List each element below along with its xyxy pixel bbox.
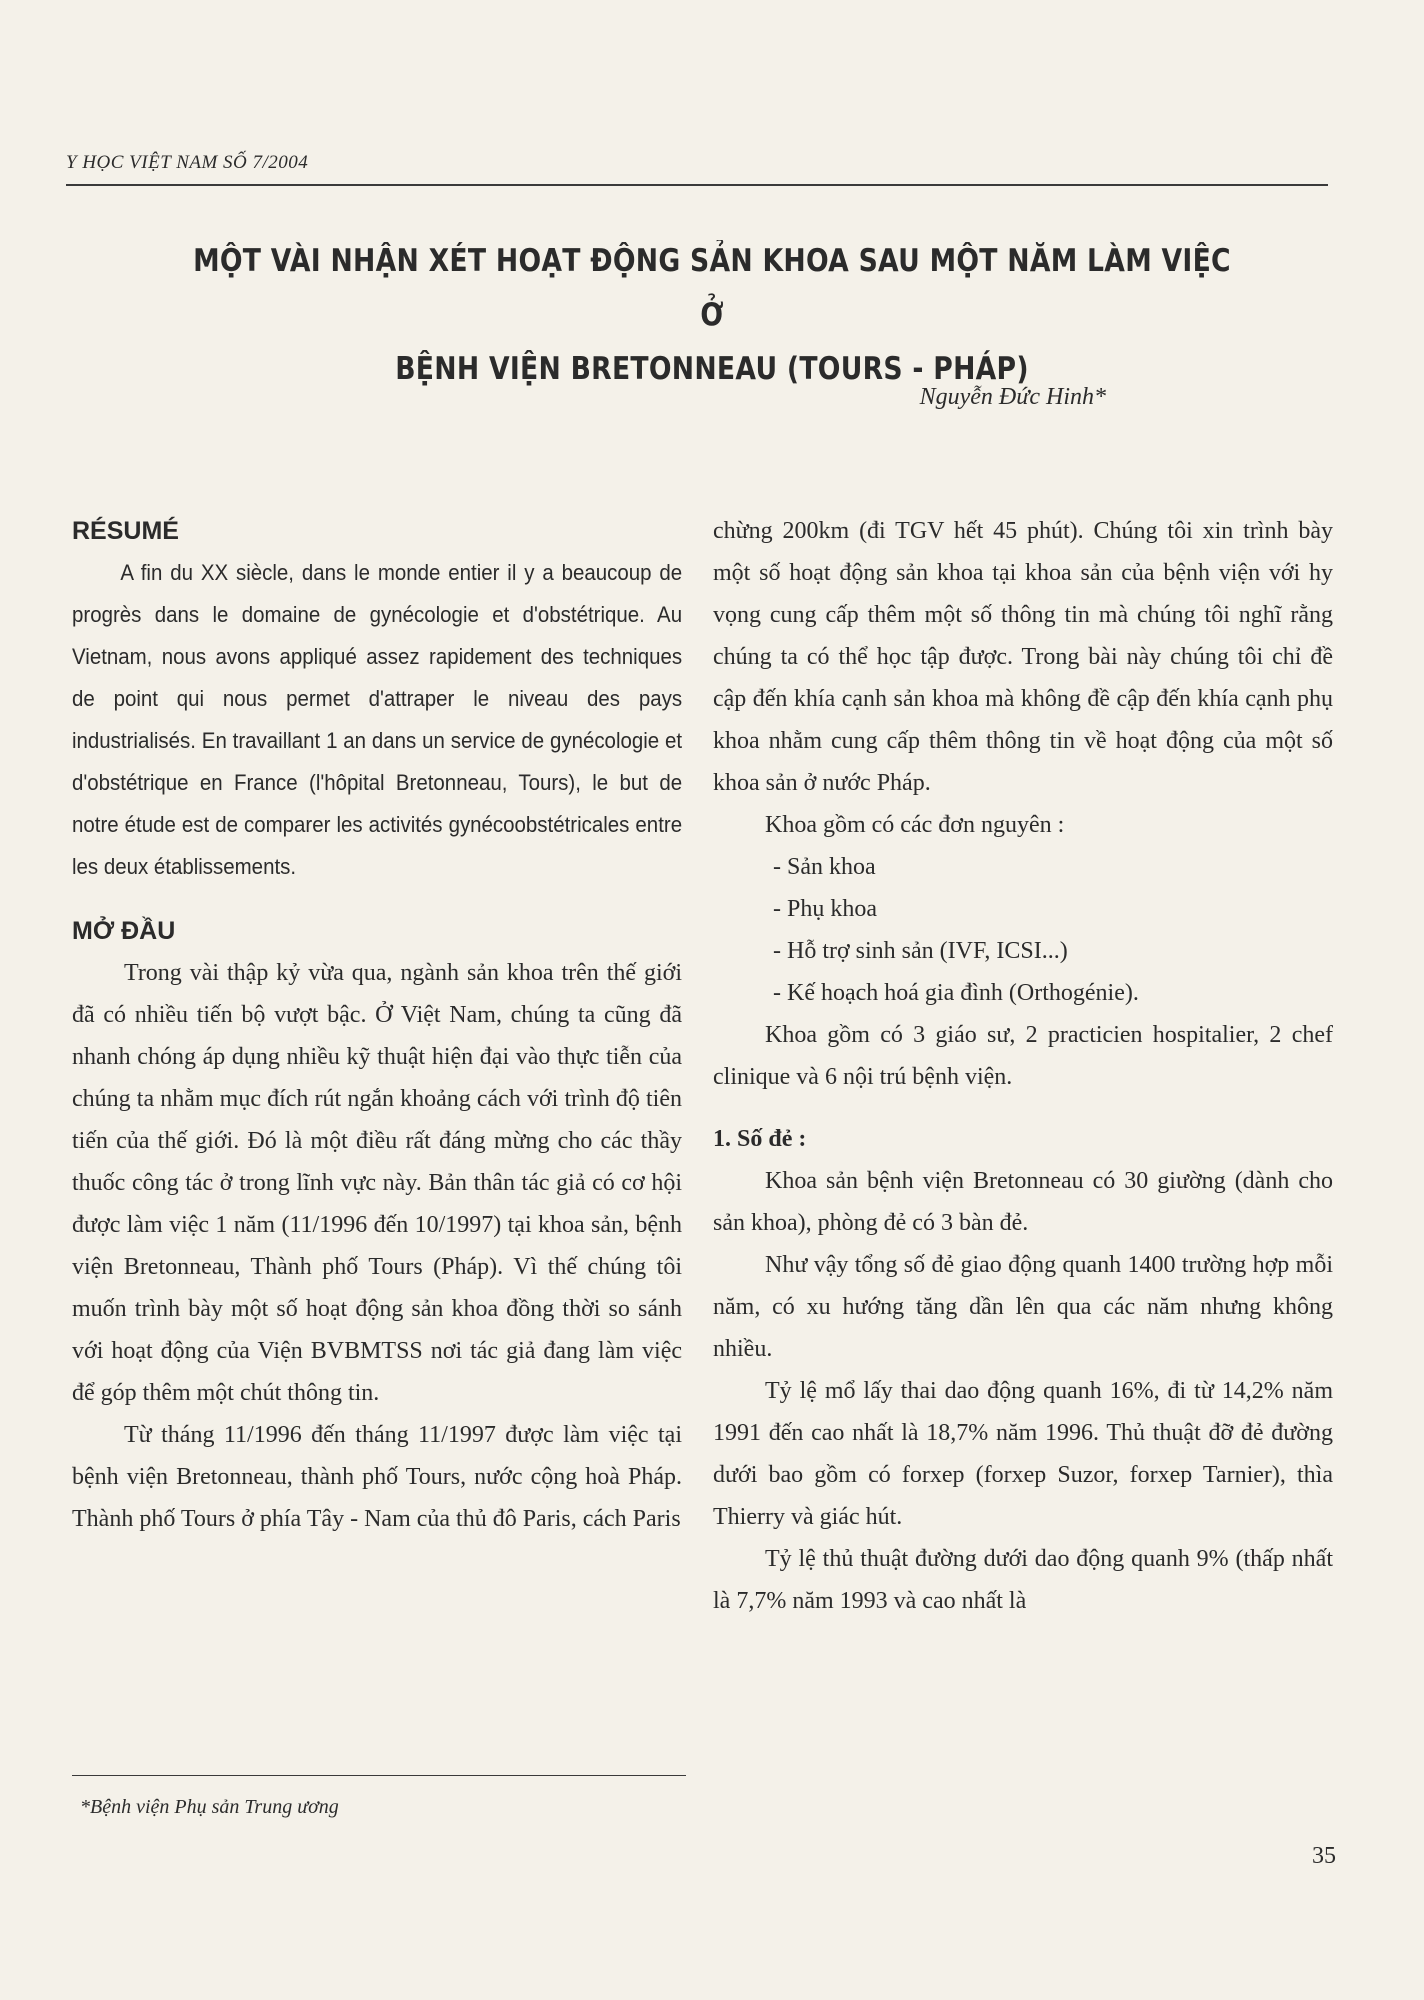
journal-header: Y HỌC VIỆT NAM SỐ 7/2004 [66, 152, 309, 173]
resume-heading: RÉSUMÉ [72, 517, 179, 545]
intro-paragraph-1: Trong vài thập kỷ vừa qua, ngành sản khoa trên thế giới đã có nhiều tiến bộ vượt bậc. Ở Việt Nam, chúng ta cũng đã nhanh chóng áp dụng nhiều kỹ thuật hiện đại vào thực tiễn của chúng ta nhằm mục đích rút ngắn khoảng cách với trình độ tiên tiến của thế giới. Đó là một điều rất đáng mừng cho các thầy thuốc công tác ở trong lĩnh vực này. Bản thân tác giả có cơ hội được làm việc 1 năm (11/1996 đến 10/1997) tại khoa sản, bệnh viện Bretonneau, Thành phố Tours (Pháp). Vì thế chúng tôi muốn trình bày một số hoạt động sản khoa đồng thời so sánh với hoạt động của Viện BVBMTSS nơi tác giả đang làm việc để góp thêm một chút thông tin. [72, 960, 682, 1406]
section-1-paragraph-4: Tỷ lệ thủ thuật đường dưới dao động quanh 9% (thấp nhất là 7,7% năm 1993 và cao nhất là [713, 1546, 1333, 1614]
article-title [186, 234, 1239, 396]
section-1-paragraph-3: Tỷ lệ mổ lấy thai dao động quanh 16%, đi từ 14,2% năm 1991 đến cao nhất là 18,7% năm 1996. Thủ thuật đỡ đẻ đường dưới bao gồm có forxep (forxep Suzor, forxep Tarnier), thìa Thierry và giác hút. [713, 1378, 1333, 1530]
section-1-paragraph-2: Như vậy tổng số đẻ giao động quanh 1400 trường hợp mỗi năm, có xu hướng tăng dần lên qua các năm nhưng không nhiều. [713, 1252, 1333, 1362]
section-1-paragraph-1: Khoa sản bệnh viện Bretonneau có 30 giường (dành cho sản khoa), phòng đẻ có 3 bàn đẻ. [713, 1168, 1333, 1236]
right-column [713, 510, 1333, 1622]
left-column [72, 510, 682, 1540]
title-line-1: MỘT VÀI NHẬN XÉT HOẠT ĐỘNG SẢN KHOA SAU MỘT NĂM LÀM VIỆC Ở [193, 243, 1231, 333]
unit-item: - Phụ khoa [773, 896, 877, 922]
footnote-rule [72, 1775, 686, 1776]
author-name: Nguyễn Đức Hinh* [919, 384, 1106, 410]
title-line-2: BỆNH VIỆN BRETONNEAU (TOURS - PHÁP) [395, 351, 1029, 387]
unit-item: - Kế hoạch hoá gia đình (Orthogénie). [773, 980, 1139, 1006]
section-1-heading: 1. Số đẻ : [713, 1126, 807, 1152]
footnote: *Bệnh viện Phụ sản Trung ương [80, 1796, 339, 1818]
right-paragraph-1: chừng 200km (đi TGV hết 45 phút). Chúng tôi xin trình bày một số hoạt động sản khoa tại khoa sản của bệnh viện với hy vọng cung cấp thêm một số thông tin mà chúng tôi nghĩ rằng chúng ta có thể học tập được. Trong bài này chúng tôi chỉ đề cập đến khía cạnh sản khoa mà không đề cập đến khía cạnh phụ khoa nhằm cung cấp thêm thông tin về hoạt động của một số khoa sản ở nước Pháp. [713, 518, 1333, 796]
resume-text: A fin du XX siècle, dans le monde entier il y a beaucoup de progrès dans le domaine de gynécologie et d'obstétrique. Au Vietnam, nous avons appliqué assez rapidement des techniques de point qui nous permet d'attraper le niveau des pays industrialisés. En travaillant 1 an dans un service de gynécologie et d'obstétrique en France (l'hôpital Bretonneau, Tours), le but de notre étude est de comparer les activités gynécoobstétricales entre les deux établissements. [72, 560, 683, 879]
unit-item: - Sản khoa [773, 854, 876, 880]
units-intro: Khoa gồm có các đơn nguyên : [765, 812, 1065, 838]
intro-paragraph-2: Từ tháng 11/1996 đến tháng 11/1997 được làm việc tại bệnh viện Bretonneau, thành phố Tours, nước cộng hoà Pháp. Thành phố Tours ở phía Tây - Nam của thủ đô Paris, cách Paris [72, 1422, 682, 1532]
page-number: 35 [1312, 1843, 1336, 1869]
staff-paragraph: Khoa gồm có 3 giáo sư, 2 practicien hospitalier, 2 chef clinique và 6 nội trú bệnh viện. [713, 1022, 1333, 1090]
header-rule [66, 184, 1328, 186]
intro-heading: MỞ ĐẦU [72, 917, 176, 945]
unit-item: - Hỗ trợ sinh sản (IVF, ICSI...) [773, 938, 1068, 964]
